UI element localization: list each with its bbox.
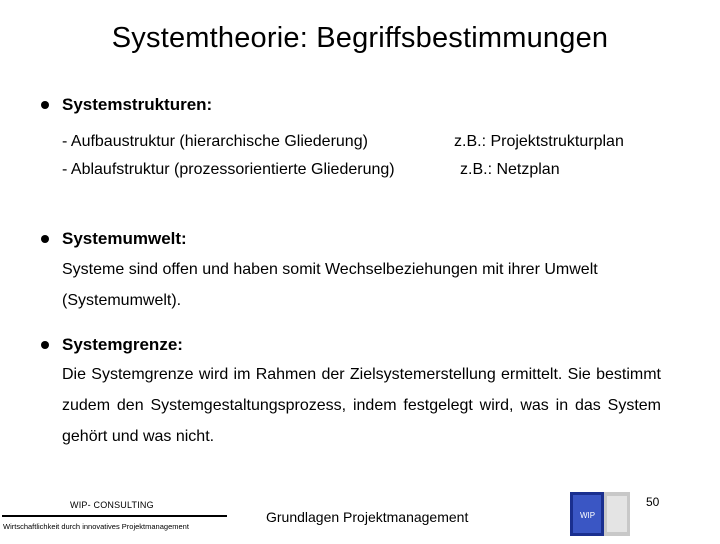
footer-org-tagline: Wirtschaftlichkeit durch innovatives Projektmanagement (3, 522, 189, 531)
slide-title: Systemtheorie: Begriffsbestimmungen (111, 22, 609, 54)
footer-divider (2, 515, 227, 517)
bullet-icon (41, 101, 49, 109)
wip-logo (566, 489, 634, 539)
section-heading-systemumwelt: Systemumwelt: (62, 229, 187, 248)
section-body-systemumwelt: Systeme sind offen und haben somit Wechselbeziehungen mit ihrer Umwelt (Systemumwelt). (62, 261, 598, 309)
wip-logo-graphic (566, 489, 634, 539)
bullet-icon (41, 341, 49, 349)
svg-text:WIP: WIP (580, 511, 596, 520)
section-body-systemgrenze: Die Systemgrenze wird im Rahmen der Zielsystemerstellung ermittelt. Sie bestimmt zudem den Systemgestaltungsprozess, indem festgelegt wird, was in das System gehört und was nicht. (62, 366, 661, 445)
section-heading-systemgrenze: Systemgrenze: (62, 335, 183, 354)
footer-course-title: Grundlagen Projektmanagement (266, 509, 469, 525)
item-ablaufstruktur: - Ablaufstruktur (prozessorientierte Gliederung) (62, 161, 395, 178)
item-aufbaustruktur: - Aufbaustruktur (hierarchische Gliederung) (62, 133, 368, 150)
bullet-icon (41, 235, 49, 243)
item-aufbaustruktur-example: z.B.: Projektstrukturplan (454, 133, 624, 150)
item-ablaufstruktur-example: z.B.: Netzplan (460, 161, 560, 178)
section-heading-systemstrukturen: Systemstrukturen: (62, 95, 213, 114)
footer-org-label: WIP- CONSULTING (70, 500, 154, 510)
page-number: 50 (646, 495, 660, 509)
